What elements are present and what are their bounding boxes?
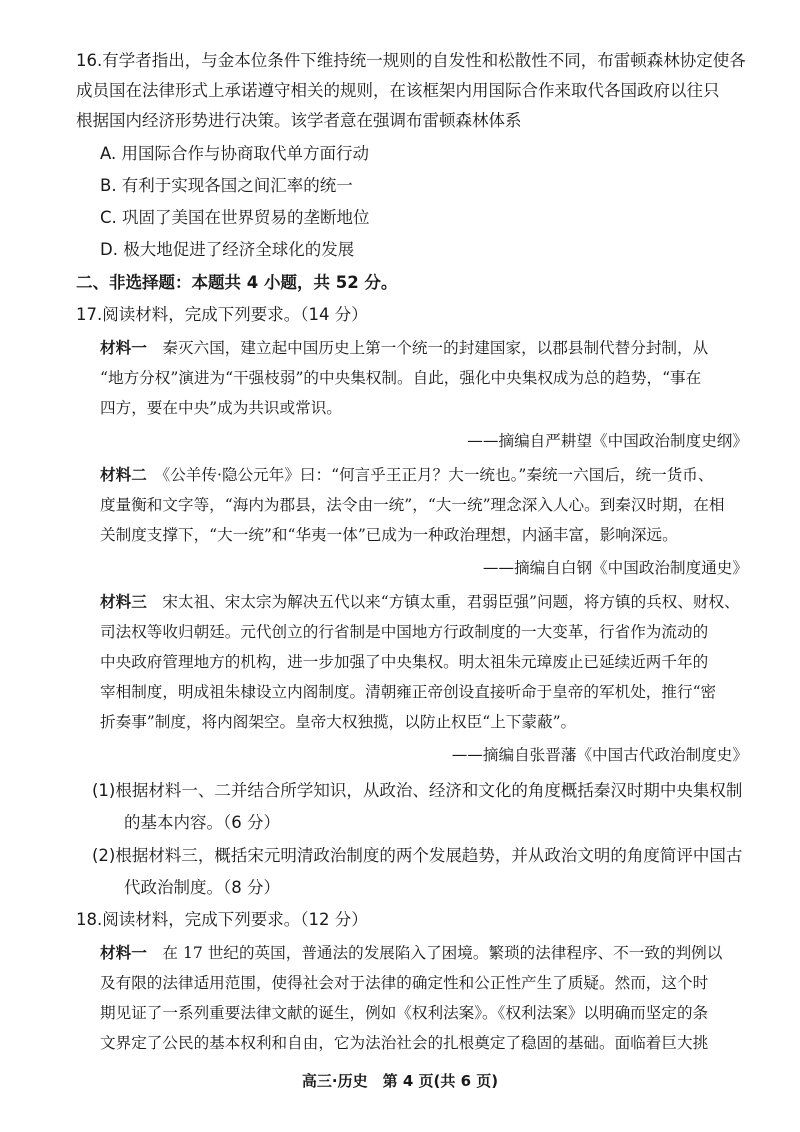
q17-material-1-line-2: “地方分权”演进为“干强枝弱”的中央集权制。自此，强化中央集权成为总的趋势，“事在 xyxy=(100,369,702,387)
q18-material-1-line-1 xyxy=(100,942,722,964)
q18-material-1-line-2: 及有限的法律适用范围，使得社会对于法律的确定性和公正性产生了质疑。然而，这个时 xyxy=(100,974,709,992)
q16-option-c: C. 巩固了美国在世界贸易的垄断地位 xyxy=(100,208,370,227)
q17-material-1-source: ——摘编自严耕望《中国政治制度史纲》 xyxy=(467,432,748,450)
q17-material-1-label: 材料一 xyxy=(100,339,147,357)
q18-material-1-line-3: 期见证了一系列重要法律文献的诞生，例如《权利法案》。《权利法案》以明确而坚定的条 xyxy=(100,1004,709,1022)
q16-option-a: A. 用国际合作与协商取代单方面行动 xyxy=(100,144,369,163)
q17-subquestion-1-line-2: 的基本内容。（6 分） xyxy=(124,813,280,832)
q17-subquestion-1-line-1: (1)根据材料一、二并结合所学知识，从政治、经济和文化的角度概括秦汉时期中央集权制 xyxy=(92,781,743,800)
q17-material-3-line-4: 宰相制度，明成祖朱棣设立内阁制度。清朝雍正帝创设直接听命于皇帝的军机处，推行“密 xyxy=(100,683,717,701)
q16-option-b: B. 有利于实现各国之间汇率的统一 xyxy=(100,176,353,195)
q17-material-2-source: ——摘编自白钢《中国政治制度通史》 xyxy=(482,559,748,577)
q17-material-2-line-2: 度量衡和文字等，“海内为郡县，法令由一统”，“大一统”理念深入人心。到秦汉时期，在相 xyxy=(100,496,725,514)
q18-material-1-label: 材料一 xyxy=(100,944,147,962)
q18-stem: 18.阅读材料，完成下列要求。（12 分） xyxy=(76,910,368,929)
q16-stem-line-3: 根据国内经济形势进行决策。该学者意在强调布雷顿森林体系 xyxy=(76,111,522,130)
q17-material-1-text-1: 秦灭六国，建立起中国历史上第一个统一的封建国家，以郡县制代替分封制，从 xyxy=(162,339,709,357)
q17-material-2-line-3: 关制度支撑下，“大一统”和“华夷一体”已成为一种政治理想，内涵丰富，影响深远。 xyxy=(100,526,678,544)
q17-material-3-line-3: 中央政府管理地方的机构，进一步加强了中央集权。明太祖朱元璋废止已延续近两千年的 xyxy=(100,653,709,671)
q17-material-3-line-1 xyxy=(100,591,740,613)
q17-stem: 17.阅读材料，完成下列要求。（14 分） xyxy=(76,305,368,324)
q18-material-1-line-4: 文界定了公民的基本权利和自由，它为法治社会的扎根奠定了稳固的基础。面临着巨大挑 xyxy=(100,1034,709,1052)
page-footer: 高三·历史 第 4 页(共 6 页) xyxy=(301,1072,499,1090)
q16-option-d: D. 极大地促进了经济全球化的发展 xyxy=(100,240,355,259)
q17-subquestion-2-line-1: (2)根据材料三，概括宋元明清政治制度的两个发展趋势，并从政治文明的角度简评中国古 xyxy=(92,846,743,865)
q16-stem-line-2: 成员国在法律形式上承诺遵守相关的规则，在该框架内用国际合作来取代各国政府以往只 xyxy=(76,81,720,100)
q17-material-2-text-1: 《公羊传·隐公元年》曰：“何言乎王正月？大一统也。”秦统一六国后，统一货币、 xyxy=(162,466,714,484)
q17-material-1-line-1 xyxy=(100,337,708,359)
q17-material-2-label: 材料二 xyxy=(100,466,147,484)
q17-material-3-text-1: 宋太祖、宋太宗为解决五代以来“方镇太重，君弱臣强”问题，将方镇的兵权、财权、 xyxy=(162,593,740,611)
q17-material-3-line-5: 折奏事”制度，将内阁架空。皇帝大权独揽，以防止权臣“上下蒙蔽”。 xyxy=(100,713,577,731)
q17-material-1-line-3: 四方，要在中央”成为共识或常识。 xyxy=(100,399,342,417)
section-heading: 二、非选择题：本题共 4 小题，共 52 分。 xyxy=(76,273,398,292)
q18-material-1-text-1: 在 17 世纪的英国，普通法的发展陷入了困境。繁琐的法律程序、不一致的判例以 xyxy=(162,944,723,962)
q17-material-2-line-1 xyxy=(100,464,714,486)
q17-material-3-source: ——摘编自张晋藩《中国古代政治制度史》 xyxy=(451,746,748,764)
q17-subquestion-2-line-2: 代政治制度。（8 分） xyxy=(124,878,280,897)
q16-stem-line-1: 16.有学者指出，与金本位条件下维持统一规则的自发性和松散性不同，布雷顿森林协定使各 xyxy=(76,51,746,70)
q17-material-3-line-2: 司法权等收归朝廷。元代创立的行省制是中国地方行政制度的一大变革，行省作为流动的 xyxy=(100,623,709,641)
q17-material-3-label: 材料三 xyxy=(100,593,147,611)
